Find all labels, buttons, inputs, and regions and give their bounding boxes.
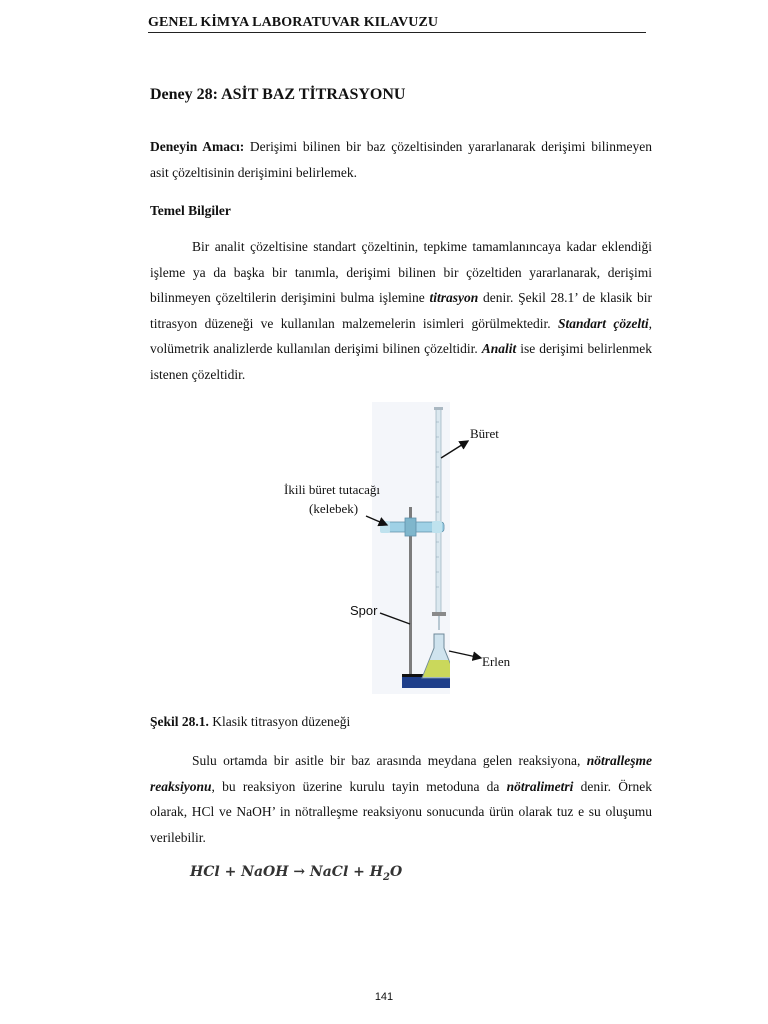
p1-text-2: denir. Şekil 28.1’ de klasik bir titrasyon düzeneği ve kullanılan malzemelerin isimleri görülmektedir. (150, 290, 652, 331)
caption-text: Klasik titrasyon düzeneği (208, 714, 351, 729)
aim-paragraph (150, 134, 652, 185)
label-clamp-line2: (kelebek) (309, 501, 359, 516)
p2-term-neutralization: nötralleşme reaksiyonu (150, 753, 652, 794)
p1-term-titrasyon: titrasyon (429, 290, 479, 305)
p2-text-3: denir. Örnek olarak, HCl ve NaOH’ in nötralleşme reaksiyonu sonucunda ürün olarak tuz e su oluşumu verilebilir. (150, 778, 652, 845)
flask-liquid (423, 660, 450, 677)
clamp-right-grip (432, 521, 442, 533)
page-number: 141 (374, 991, 394, 1003)
aim-label: Deneyin Amacı: (150, 139, 245, 154)
clamp-body (405, 518, 416, 536)
arrow-flask (449, 651, 481, 658)
aim-text: Derişimi bilinen bir baz çözeltisinden yararlanarak derişimi bilinmeyen asit çözeltisinin derişimini belirlemek. (150, 139, 652, 180)
p2-text-1: Sulu ortamda bir asitle bir baz arasında meydana gelen reaksiyona, (192, 753, 587, 768)
equation-main: HCl + NaOH → NaCl + H (190, 864, 383, 880)
label-flask: Erlen (482, 654, 511, 669)
p2-term-neutralimetry: nötralimetri (506, 778, 574, 794)
clamp-left-grip (380, 521, 390, 533)
paragraph-neutralization (150, 748, 652, 850)
p1-text-3: , volümetrik analizlerde kullanılan derişimi bilinen çözeltidir. (150, 315, 652, 356)
titration-photo (372, 402, 450, 694)
section-title: Temel Bilgiler (150, 203, 231, 218)
equation-end: O (389, 864, 403, 880)
caption-label: Şekil 28.1. (150, 714, 209, 729)
burette-stopcock (432, 612, 446, 616)
p2-text-2: , bu reaksiyon üzerine kurulu tayin metoduna da (211, 778, 507, 794)
burette-rim (434, 407, 443, 410)
label-clamp-line1: İkili büret tutacağı (284, 482, 381, 497)
equation-subscript: 2 (382, 871, 390, 883)
titration-setup-illustration (372, 402, 450, 694)
experiment-title: Deney 28: ASİT BAZ TİTRASYONU (150, 86, 406, 103)
burette-tip (438, 616, 440, 630)
running-header: GENEL KİMYA LABORATUVAR KILAVUZU (148, 15, 646, 33)
p1-text-4: ise derişimi belirlenmek istenen çözeltidir. (150, 341, 653, 382)
chemical-equation (190, 864, 402, 883)
label-buret: Büret (470, 426, 499, 441)
paragraph-basics (150, 234, 652, 387)
p1-term-standard: Standart çözelti (558, 315, 649, 331)
p1-term-analit: Analit (481, 341, 517, 356)
label-stand: Spor (350, 603, 378, 618)
figure-caption (150, 714, 350, 730)
burette-tube (436, 408, 441, 613)
p1-text-1: Bir analit çözeltisine standart çözeltinin, tepkime tamamlanıncaya kadar eklendiği işleme ya da başka bir tanımla, derişimi bilinen bir çözeltiden yararlanarak, derişimi bilinmeyen çözeltilerin derişimini bulma işlemine (150, 239, 652, 305)
